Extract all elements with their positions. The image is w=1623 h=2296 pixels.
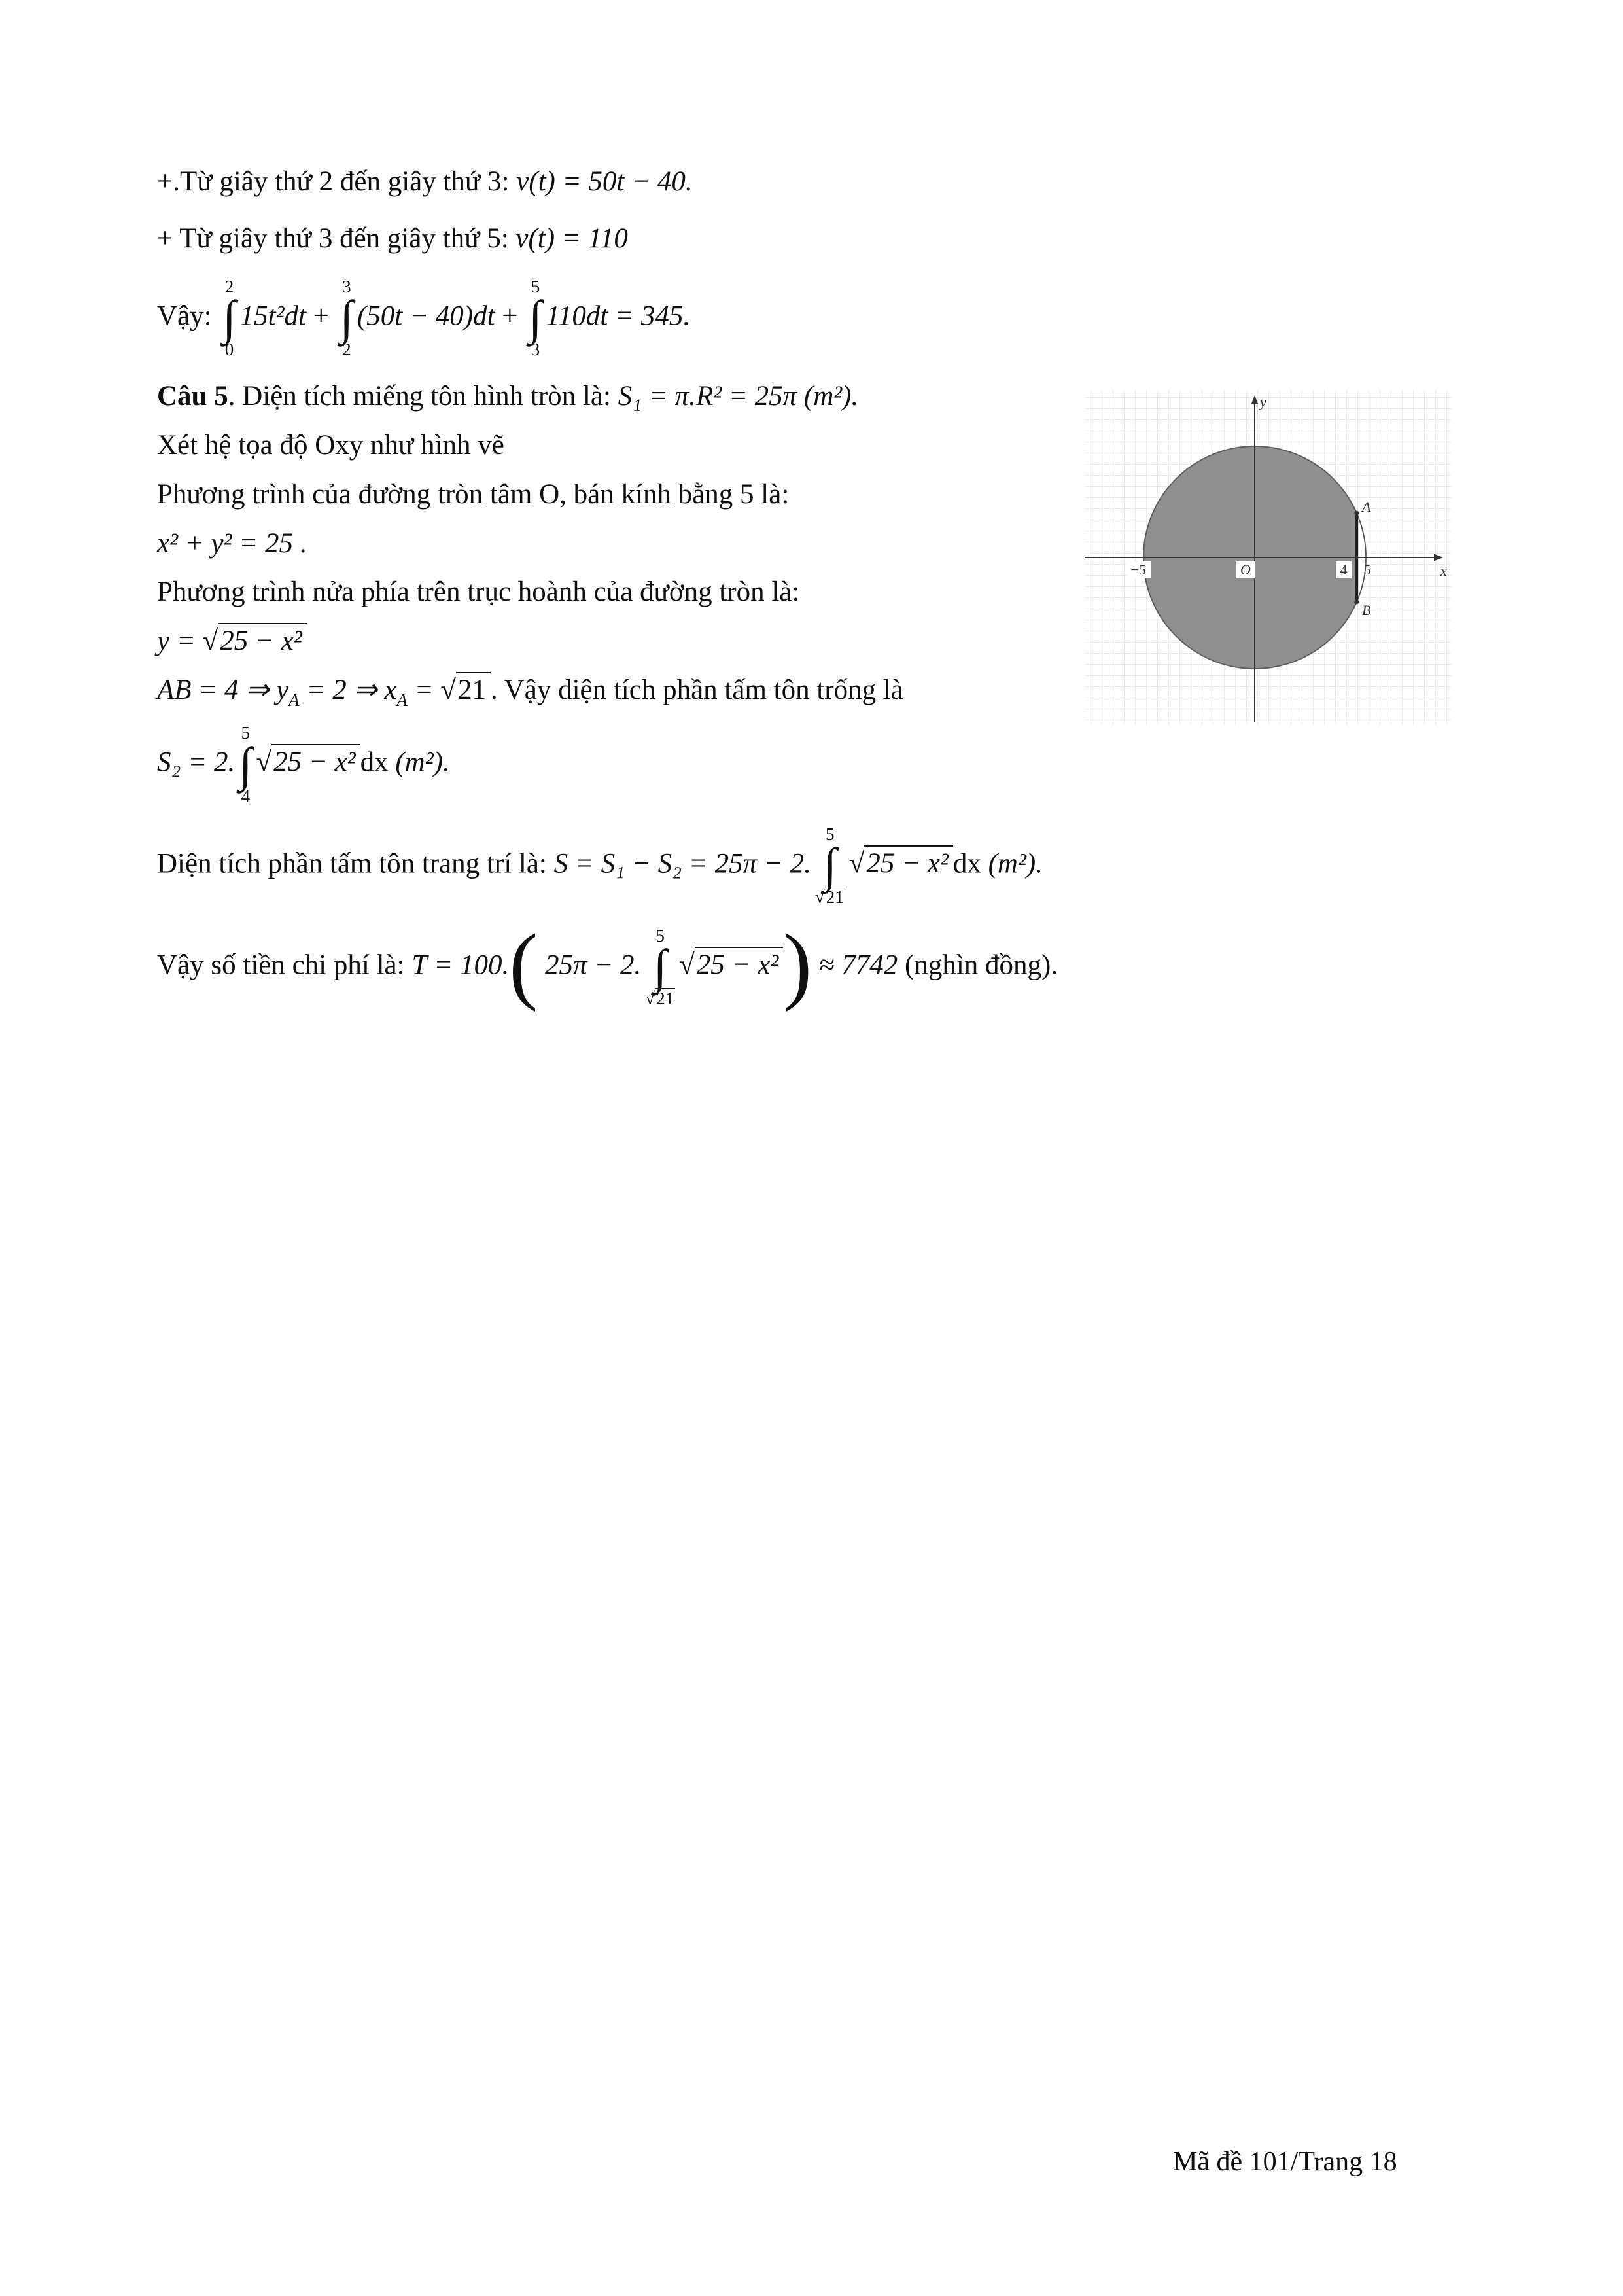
- integral: [529, 277, 542, 359]
- math-segment: x² + y² = 25 .: [157, 527, 307, 559]
- text-segment: (nghìn đồng).: [905, 949, 1058, 980]
- page-footer: Mã đề 101/Trang 18: [1173, 2147, 1397, 2177]
- radical-icon: √: [440, 674, 456, 705]
- integral: [222, 277, 236, 359]
- radical-icon: √: [814, 887, 825, 908]
- integral-lower-limit: 3: [531, 339, 540, 359]
- integral: [340, 277, 353, 359]
- integral-upper-limit: 5: [531, 276, 540, 296]
- integral-lower-limit: 0: [224, 339, 234, 359]
- point-b-label: B: [1362, 602, 1371, 618]
- radicand: 21: [456, 672, 491, 705]
- radicand: 25 − x²: [218, 623, 307, 656]
- integral-upper-limit: 5: [241, 723, 251, 743]
- integral: [645, 927, 675, 1008]
- text-segment: Vậy số tiền chi phí là:: [157, 949, 405, 980]
- integral-icon: ∫: [654, 940, 667, 995]
- sqrt: [203, 623, 307, 660]
- radicand: 21: [656, 989, 674, 1009]
- math-segment: (m²).: [988, 848, 1043, 879]
- y-axis-label: y: [1260, 394, 1266, 410]
- operator: +: [313, 300, 329, 331]
- integral: [239, 724, 252, 805]
- integral-lower-limit: [645, 989, 675, 1008]
- tick-5: 5: [1363, 561, 1371, 578]
- math-segment: v(t) = 50t − 40.: [516, 166, 693, 197]
- text-segment: + Từ giây thứ 3 đến giây thứ 5:: [157, 222, 509, 254]
- math-segment: (m²).: [395, 747, 450, 778]
- radical-icon: √: [679, 949, 695, 980]
- integral-lower-limit: 4: [241, 786, 251, 806]
- line-velocity-interval-1: [157, 164, 1439, 201]
- subscript: A: [396, 690, 408, 710]
- sqrt: [679, 947, 783, 984]
- radicand: 25 − x²: [271, 744, 360, 777]
- math-segment: 15t²dt: [239, 300, 306, 331]
- integral-upper-limit: 5: [655, 925, 665, 945]
- point-b: [1354, 600, 1359, 605]
- circle-figure: [1079, 386, 1459, 739]
- math-segment: dx: [360, 747, 389, 778]
- math-segment: S = S₁ − S₂ = 25π − 2.: [553, 848, 811, 879]
- math-segment: dx: [952, 848, 981, 879]
- radical-icon: √: [645, 989, 655, 1009]
- tick-4: 4: [1340, 561, 1348, 578]
- line-cost-formula: Vậy số tiền chi phí là: T = 100.( 25π − 2. 5 ∫ √21 √25 − x²) ≈ 7742 (nghìn đồng).: [157, 916, 1058, 1013]
- text-segment: Diện tích phần tấm tôn trang trí là:: [157, 848, 547, 879]
- math-segment: =: [414, 674, 434, 705]
- sqrt: [440, 672, 491, 709]
- tick-minus5: −5: [1130, 561, 1146, 578]
- math-segment: 110dt: [546, 300, 608, 331]
- radicand: 25 − x²: [695, 947, 784, 980]
- math-segment: 25π − 2.: [544, 949, 642, 980]
- integral-upper-limit: 3: [342, 276, 351, 296]
- radicand: 21: [826, 887, 844, 908]
- text-segment: Phương trình nửa phía trên trục hoành của đường tròn là:: [157, 576, 800, 608]
- line-velocity-interval-2: [157, 221, 1439, 258]
- integral-icon: ∫: [239, 737, 253, 792]
- sqrt: [849, 845, 953, 883]
- integral-upper-limit: 5: [826, 824, 835, 844]
- point-a: [1354, 511, 1359, 516]
- text-segment: +.Từ giây thứ 2 đến giây thứ 3:: [157, 166, 510, 197]
- text-segment: Xét hệ tọa độ Oxy như hình vẽ: [157, 430, 504, 461]
- radicand: 25 − x²: [864, 845, 953, 879]
- math-segment: v(t) = 110: [515, 222, 628, 254]
- math-segment: (50t − 40)dt: [357, 300, 495, 331]
- point-a-label: A: [1362, 499, 1371, 515]
- integral-icon: ∫: [340, 291, 353, 345]
- question-label: Câu 5: [157, 381, 228, 412]
- integral-icon: ∫: [823, 839, 837, 893]
- math-segment: T = 100.: [411, 949, 510, 980]
- text-segment: . Diện tích miếng tôn hình tròn là:: [228, 381, 611, 412]
- math-segment: S₂ = 2.: [157, 747, 236, 778]
- sqrt: [256, 744, 360, 781]
- integral-icon: ∫: [222, 291, 236, 345]
- integral-lower-limit: [815, 888, 845, 906]
- line-decorated-area: [157, 825, 1439, 907]
- integral-icon: ∫: [529, 291, 542, 345]
- math-segment: AB = 4 ⇒ y: [157, 674, 289, 705]
- figure-svg: [1079, 386, 1459, 739]
- integral: [815, 825, 845, 907]
- integral-upper-limit: 2: [224, 276, 234, 296]
- text-segment: Vậy:: [157, 300, 212, 331]
- radical-icon: √: [202, 626, 218, 657]
- radical-icon: √: [848, 848, 865, 879]
- math-segment: ≈ 7742: [818, 949, 898, 980]
- radical-icon: √: [256, 747, 272, 778]
- line-integral-sum: [157, 277, 1439, 359]
- origin-label: O: [1240, 561, 1251, 578]
- subscript: A: [288, 690, 300, 710]
- math-segment: S₁ = π.R² = 25π (m²).: [618, 381, 859, 412]
- math-segment: = 2 ⇒ x: [306, 674, 397, 705]
- integral-lower-limit: 2: [342, 339, 351, 359]
- x-axis-label: x: [1440, 563, 1447, 579]
- text-segment: Phương trình của đường tròn tâm O, bán kính bằng 5 là:: [157, 478, 790, 510]
- operator: +: [502, 300, 518, 331]
- math-result: = 345.: [615, 300, 691, 331]
- text-segment: . Vậy diện tích phần tấm tôn trống là: [490, 674, 903, 705]
- math-segment: y =: [157, 626, 196, 657]
